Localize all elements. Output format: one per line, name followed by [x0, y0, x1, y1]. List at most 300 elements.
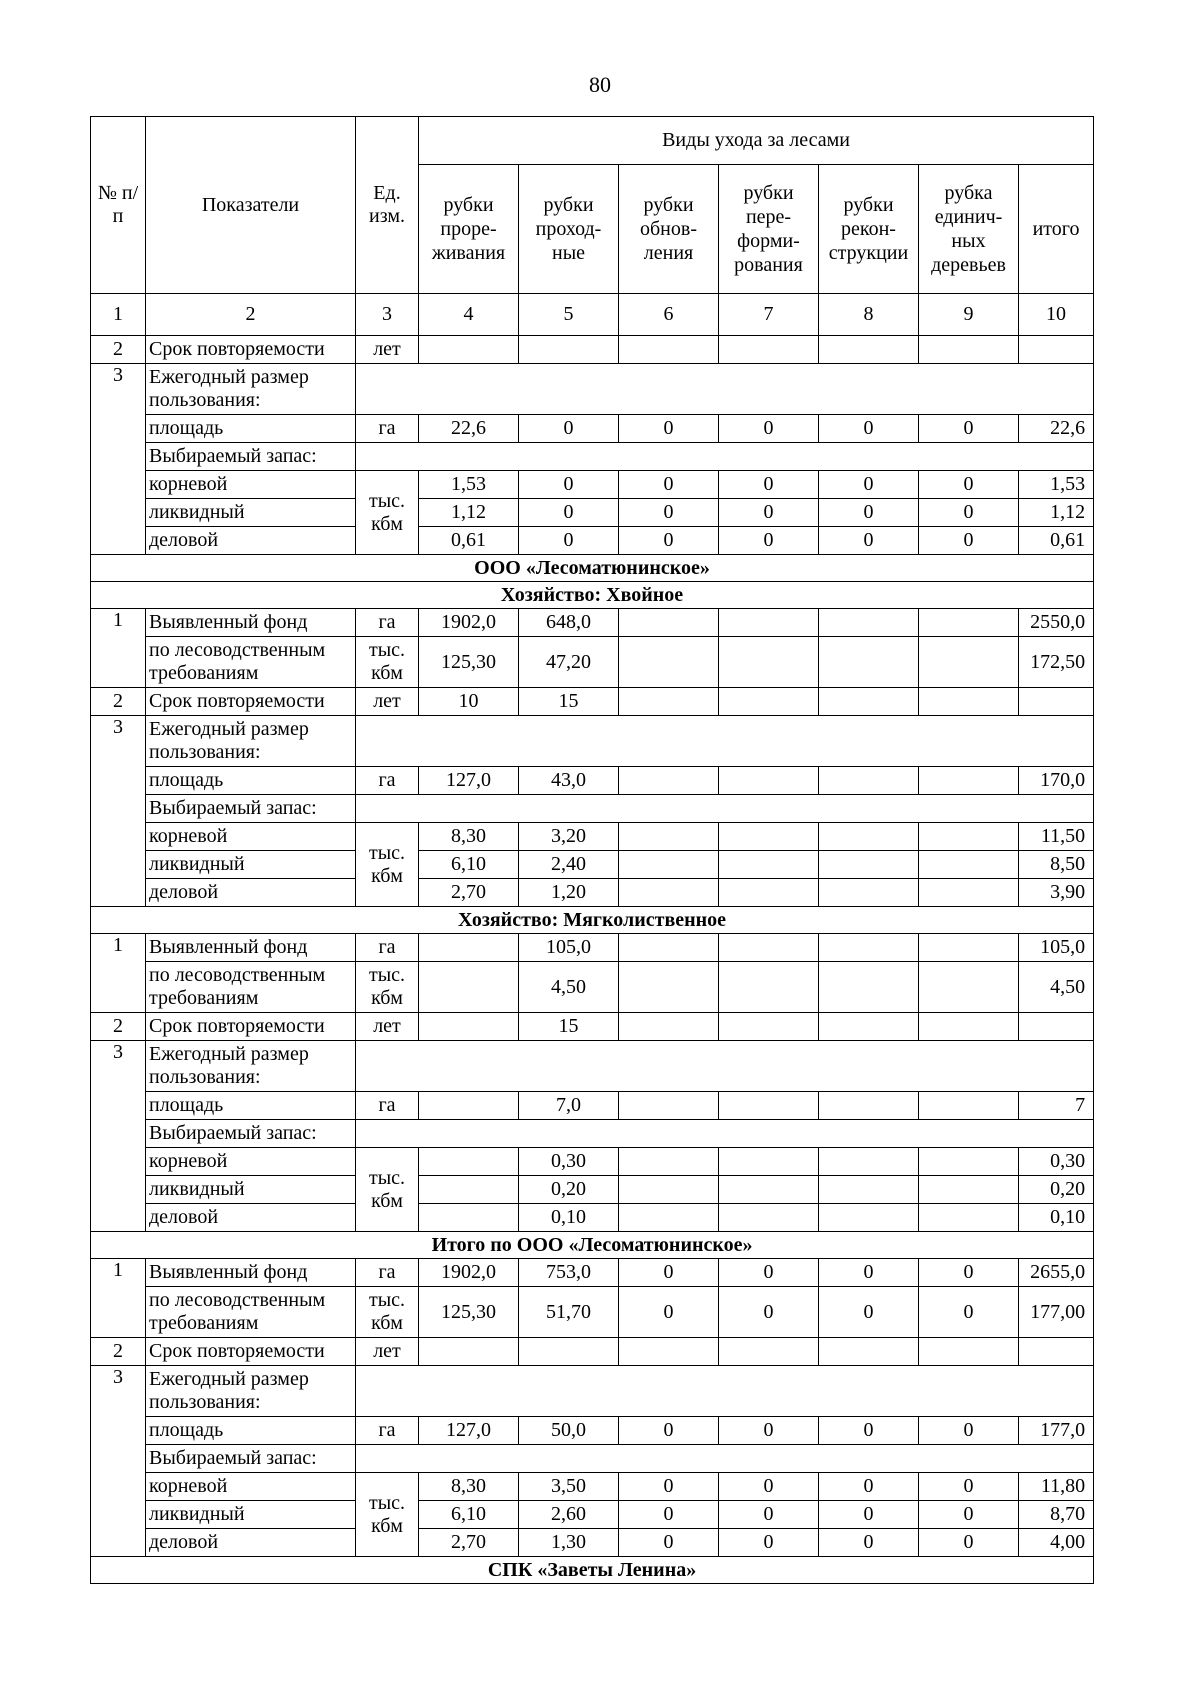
- value-cell: [819, 1092, 919, 1120]
- empty-cell: [1019, 336, 1094, 364]
- value-cell: 0: [919, 1417, 1019, 1445]
- value-cell: 0: [919, 499, 1019, 527]
- total-cell: 0,20: [1019, 1176, 1094, 1204]
- value-cell: [619, 851, 719, 879]
- value-cell: 0: [719, 1501, 819, 1529]
- value-cell: 127,0: [419, 1417, 519, 1445]
- value-cell: 7,0: [519, 1092, 619, 1120]
- value-cell: [519, 1338, 619, 1366]
- liquid-row: [91, 1501, 1094, 1529]
- empty-cell: [356, 716, 1094, 767]
- organization-row: [91, 1557, 1094, 1584]
- unit-cell: лет: [356, 1013, 419, 1041]
- empty-cell: [356, 443, 1094, 471]
- section-title: ООО «Лесоматюнинское»: [91, 555, 1094, 582]
- column-number: 3: [356, 294, 419, 336]
- value-cell: 0: [719, 471, 819, 499]
- indicator-label: Ежегодный размер пользования:: [146, 1366, 356, 1417]
- value-cell: 22,6: [419, 415, 519, 443]
- indicator-label: Срок повторяемости: [146, 1338, 356, 1366]
- indicator-label: площадь: [146, 415, 356, 443]
- total-cell: 1,12: [1019, 499, 1094, 527]
- section-row: [91, 582, 1094, 609]
- value-cell: [419, 934, 519, 962]
- total-cell: 170,0: [1019, 767, 1094, 795]
- value-cell: 125,30: [419, 1287, 519, 1338]
- value-cell: [619, 934, 719, 962]
- empty-cell: [356, 364, 1094, 415]
- column-number: 6: [619, 294, 719, 336]
- value-cell: [719, 1148, 819, 1176]
- value-cell: [819, 1176, 919, 1204]
- value-cell: 0: [819, 471, 919, 499]
- total-cell: 2550,0: [1019, 609, 1094, 637]
- stock-row: [91, 1445, 1094, 1473]
- value-cell: [419, 1013, 519, 1041]
- row-number: 1: [91, 934, 146, 1013]
- column-number: 5: [519, 294, 619, 336]
- value-cell: [719, 1176, 819, 1204]
- root-row: [91, 1473, 1094, 1501]
- header-indicators: Показатели: [146, 117, 356, 294]
- value-cell: 2,70: [419, 879, 519, 907]
- value-cell: [619, 1013, 719, 1041]
- value-cell: [819, 1204, 919, 1232]
- value-cell: 0: [919, 471, 1019, 499]
- table-body: [91, 117, 1094, 1584]
- value-cell: [719, 688, 819, 716]
- section-row: [91, 907, 1094, 934]
- empty-cell: [619, 336, 719, 364]
- value-cell: [719, 823, 819, 851]
- total-cell: [1019, 1338, 1094, 1366]
- value-cell: [819, 637, 919, 688]
- total-cell: 4,00: [1019, 1529, 1094, 1557]
- value-cell: [619, 1148, 719, 1176]
- column-number: 2: [146, 294, 356, 336]
- value-cell: [419, 962, 519, 1013]
- row-number: 3: [91, 1366, 146, 1557]
- header-type: рубки проре-живания: [419, 165, 519, 294]
- indicator-label: Выбираемый запас:: [146, 795, 356, 823]
- header-type: рубки обнов-ления: [619, 165, 719, 294]
- value-cell: 0: [819, 1501, 919, 1529]
- liquid-row: [91, 499, 1094, 527]
- business-row: [91, 1204, 1094, 1232]
- value-cell: 0,30: [519, 1148, 619, 1176]
- value-cell: [919, 962, 1019, 1013]
- value-cell: 0: [719, 1287, 819, 1338]
- indicator-label: Срок повторяемости: [146, 1013, 356, 1041]
- value-cell: 0: [819, 1259, 919, 1287]
- indicator-label: Выявленный фонд: [146, 609, 356, 637]
- total-cell: 177,0: [1019, 1417, 1094, 1445]
- header-type: рубка единич-ных деревьев: [919, 165, 1019, 294]
- value-cell: [819, 879, 919, 907]
- unit-cell: га: [356, 609, 419, 637]
- empty-cell: [356, 1445, 1094, 1473]
- row-number: 1: [91, 1259, 146, 1338]
- value-cell: 0: [519, 527, 619, 555]
- value-cell: [919, 1013, 1019, 1041]
- business-row: [91, 527, 1094, 555]
- indicator-label: по лесоводственным требованиям: [146, 962, 356, 1013]
- indicator-label: Выбираемый запас:: [146, 1445, 356, 1473]
- total-cell: 8,50: [1019, 851, 1094, 879]
- value-cell: [619, 1176, 719, 1204]
- column-number: 1: [91, 294, 146, 336]
- value-cell: [719, 851, 819, 879]
- row-number: 3: [91, 716, 146, 907]
- value-cell: 3,20: [519, 823, 619, 851]
- value-cell: [819, 688, 919, 716]
- value-cell: 0: [819, 527, 919, 555]
- value-cell: 127,0: [419, 767, 519, 795]
- header-type: рубки рекон-струкции: [819, 165, 919, 294]
- value-cell: 0: [619, 1473, 719, 1501]
- value-cell: [419, 1148, 519, 1176]
- unit-cell: тыс. кбм: [356, 637, 419, 688]
- total-cell: 172,50: [1019, 637, 1094, 688]
- unit-cell: тыс. кбм: [356, 1148, 419, 1232]
- value-cell: 0: [619, 415, 719, 443]
- value-cell: 0,61: [419, 527, 519, 555]
- empty-cell: [356, 1120, 1094, 1148]
- value-cell: 2,40: [519, 851, 619, 879]
- value-cell: [819, 1338, 919, 1366]
- row-number: 2: [91, 1338, 146, 1366]
- total-cell: 0,61: [1019, 527, 1094, 555]
- value-cell: [419, 1176, 519, 1204]
- value-cell: 0: [819, 1287, 919, 1338]
- value-cell: 6,10: [419, 851, 519, 879]
- section-title: Итого по ООО «Лесоматюнинское»: [91, 1232, 1094, 1259]
- value-cell: 0: [619, 1501, 719, 1529]
- value-cell: 0: [619, 1287, 719, 1338]
- total-cell: 11,50: [1019, 823, 1094, 851]
- annual-use-row: [91, 1041, 1094, 1092]
- value-cell: [419, 1338, 519, 1366]
- stock-row: [91, 1120, 1094, 1148]
- total-cell: [1019, 1013, 1094, 1041]
- value-cell: 0: [519, 471, 619, 499]
- value-cell: 0: [819, 415, 919, 443]
- indicator-label: Выявленный фонд: [146, 934, 356, 962]
- value-cell: 3,50: [519, 1473, 619, 1501]
- liquid-row: [91, 851, 1094, 879]
- business-row: [91, 1529, 1094, 1557]
- value-cell: [619, 1338, 719, 1366]
- value-cell: [919, 1148, 1019, 1176]
- value-cell: [719, 1338, 819, 1366]
- unit-cell: лет: [356, 1338, 419, 1366]
- value-cell: [619, 1204, 719, 1232]
- value-cell: 0,10: [519, 1204, 619, 1232]
- value-cell: [819, 767, 919, 795]
- total-cell: [1019, 688, 1094, 716]
- found-fund-row: [91, 1259, 1094, 1287]
- indicator-label: Ежегодный размер пользования:: [146, 364, 356, 415]
- unit-cell: тыс. кбм: [356, 823, 419, 907]
- section-title: Хозяйство: Мягколиственное: [91, 907, 1094, 934]
- indicator-label: деловой: [146, 1204, 356, 1232]
- stock-row: [91, 443, 1094, 471]
- value-cell: 15: [519, 1013, 619, 1041]
- indicator-label: деловой: [146, 527, 356, 555]
- indicator-label: ликвидный: [146, 1501, 356, 1529]
- root-row: [91, 823, 1094, 851]
- section-title: Хозяйство: Хвойное: [91, 582, 1094, 609]
- value-cell: 0: [819, 1473, 919, 1501]
- repeat-period-row: [91, 336, 1094, 364]
- column-number: 7: [719, 294, 819, 336]
- indicator-label: корневой: [146, 1148, 356, 1176]
- row-number: 2: [91, 1013, 146, 1041]
- value-cell: 0: [919, 1473, 1019, 1501]
- indicator-label: ликвидный: [146, 1176, 356, 1204]
- value-cell: [619, 609, 719, 637]
- header-type: рубки пере-форми-рования: [719, 165, 819, 294]
- header-unit: Ед. изм.: [356, 117, 419, 294]
- empty-cell: [356, 795, 1094, 823]
- total-cell: 0,30: [1019, 1148, 1094, 1176]
- value-cell: 0,20: [519, 1176, 619, 1204]
- indicator-label: площадь: [146, 1092, 356, 1120]
- value-cell: 51,70: [519, 1287, 619, 1338]
- column-number: 10: [1019, 294, 1094, 336]
- area-row: [91, 1417, 1094, 1445]
- value-cell: [919, 851, 1019, 879]
- value-cell: 47,20: [519, 637, 619, 688]
- value-cell: 0: [919, 1529, 1019, 1557]
- total-cell: 22,6: [1019, 415, 1094, 443]
- total-cell: 11,80: [1019, 1473, 1094, 1501]
- empty-cell: [919, 336, 1019, 364]
- indicator-label: корневой: [146, 471, 356, 499]
- value-cell: [419, 1092, 519, 1120]
- indicator-label: корневой: [146, 823, 356, 851]
- area-row: [91, 415, 1094, 443]
- business-row: [91, 879, 1094, 907]
- value-cell: 0: [719, 415, 819, 443]
- annual-use-row: [91, 1366, 1094, 1417]
- column-number: 4: [419, 294, 519, 336]
- found-fund-row: [91, 609, 1094, 637]
- indicator-label: Срок повторяемости: [146, 688, 356, 716]
- total-cell: 7: [1019, 1092, 1094, 1120]
- empty-cell: [356, 1366, 1094, 1417]
- value-cell: 1902,0: [419, 1259, 519, 1287]
- value-cell: 0: [719, 527, 819, 555]
- value-cell: 753,0: [519, 1259, 619, 1287]
- value-cell: [919, 823, 1019, 851]
- value-cell: 0: [719, 1417, 819, 1445]
- value-cell: 1,53: [419, 471, 519, 499]
- repeat-period-row: [91, 1013, 1094, 1041]
- unit-cell: га: [356, 1092, 419, 1120]
- indicator-label: по лесоводственным требованиям: [146, 1287, 356, 1338]
- value-cell: 0: [819, 499, 919, 527]
- total-cell: 1,53: [1019, 471, 1094, 499]
- indicator-label: Выявленный фонд: [146, 1259, 356, 1287]
- value-cell: [719, 879, 819, 907]
- value-cell: [819, 851, 919, 879]
- value-cell: [719, 962, 819, 1013]
- value-cell: 8,30: [419, 823, 519, 851]
- value-cell: [819, 609, 919, 637]
- root-row: [91, 1148, 1094, 1176]
- value-cell: [619, 1092, 719, 1120]
- value-cell: [719, 767, 819, 795]
- total-cell: 0,10: [1019, 1204, 1094, 1232]
- value-cell: 0: [819, 1529, 919, 1557]
- total-cell: 177,00: [1019, 1287, 1094, 1338]
- value-cell: [919, 609, 1019, 637]
- value-cell: [919, 688, 1019, 716]
- value-cell: 1,20: [519, 879, 619, 907]
- value-cell: 0: [819, 1417, 919, 1445]
- value-cell: 0: [719, 1259, 819, 1287]
- value-cell: 125,30: [419, 637, 519, 688]
- value-cell: [619, 767, 719, 795]
- value-cell: [919, 637, 1019, 688]
- value-cell: 50,0: [519, 1417, 619, 1445]
- indicator-label: Ежегодный размер пользования:: [146, 1041, 356, 1092]
- row-number: 2: [91, 336, 146, 364]
- value-cell: [719, 609, 819, 637]
- row-number: 3: [91, 364, 146, 555]
- value-cell: [919, 934, 1019, 962]
- value-cell: 648,0: [519, 609, 619, 637]
- indicator-label: по лесоводственным требованиям: [146, 637, 356, 688]
- empty-cell: [356, 1041, 1094, 1092]
- found-fund-row-2: [91, 637, 1094, 688]
- section-row: [91, 1232, 1094, 1259]
- value-cell: 0: [919, 1501, 1019, 1529]
- value-cell: 2,60: [519, 1501, 619, 1529]
- value-cell: 0: [619, 1259, 719, 1287]
- indicator-label: ликвидный: [146, 851, 356, 879]
- value-cell: [719, 1092, 819, 1120]
- value-cell: 43,0: [519, 767, 619, 795]
- repeat-period-row: [91, 688, 1094, 716]
- section-title: СПК «Заветы Ленина»: [91, 1557, 1094, 1584]
- value-cell: 0: [919, 415, 1019, 443]
- value-cell: 4,50: [519, 962, 619, 1013]
- header-row-1: [91, 117, 1094, 165]
- indicator-label: Выбираемый запас:: [146, 443, 356, 471]
- indicator-label: деловой: [146, 879, 356, 907]
- value-cell: 0: [619, 499, 719, 527]
- empty-cell: [719, 336, 819, 364]
- found-fund-row-2: [91, 962, 1094, 1013]
- value-cell: [819, 1148, 919, 1176]
- value-cell: [819, 934, 919, 962]
- total-cell: 2655,0: [1019, 1259, 1094, 1287]
- indicator-label: Выбираемый запас:: [146, 1120, 356, 1148]
- value-cell: 6,10: [419, 1501, 519, 1529]
- value-cell: [919, 1092, 1019, 1120]
- value-cell: 1,30: [519, 1529, 619, 1557]
- value-cell: 0: [719, 1529, 819, 1557]
- forest-care-table: [90, 116, 1094, 1584]
- value-cell: [819, 962, 919, 1013]
- unit-cell: тыс. кбм: [356, 962, 419, 1013]
- value-cell: [919, 1338, 1019, 1366]
- empty-cell: [819, 336, 919, 364]
- value-cell: 0: [919, 527, 1019, 555]
- value-cell: 0: [619, 471, 719, 499]
- value-cell: 15: [519, 688, 619, 716]
- indicator-label: Срок повторяемости: [146, 336, 356, 364]
- unit-cell: лет: [356, 336, 419, 364]
- page-number: 80: [589, 72, 611, 97]
- unit-cell: тыс. кбм: [356, 1473, 419, 1557]
- value-cell: [619, 823, 719, 851]
- unit-cell: га: [356, 1417, 419, 1445]
- empty-cell: [419, 336, 519, 364]
- value-cell: [619, 637, 719, 688]
- value-cell: [719, 1204, 819, 1232]
- value-cell: [719, 934, 819, 962]
- found-fund-row-2: [91, 1287, 1094, 1338]
- value-cell: [919, 1204, 1019, 1232]
- value-cell: 1902,0: [419, 609, 519, 637]
- row-number: 3: [91, 1041, 146, 1232]
- empty-cell: [519, 336, 619, 364]
- total-cell: 105,0: [1019, 934, 1094, 962]
- value-cell: [619, 962, 719, 1013]
- value-cell: [619, 879, 719, 907]
- value-cell: [919, 1176, 1019, 1204]
- area-row: [91, 767, 1094, 795]
- value-cell: 2,70: [419, 1529, 519, 1557]
- value-cell: 0: [719, 1473, 819, 1501]
- indicator-label: корневой: [146, 1473, 356, 1501]
- indicator-label: площадь: [146, 767, 356, 795]
- column-number: 9: [919, 294, 1019, 336]
- row-number: 1: [91, 609, 146, 688]
- liquid-row: [91, 1176, 1094, 1204]
- organization-row: [91, 555, 1094, 582]
- value-cell: 10: [419, 688, 519, 716]
- header-type: рубки проход-ные: [519, 165, 619, 294]
- column-number: 8: [819, 294, 919, 336]
- stock-row: [91, 795, 1094, 823]
- column-numbers-row: [91, 294, 1094, 336]
- area-row: [91, 1092, 1094, 1120]
- row-number: 2: [91, 688, 146, 716]
- unit-cell: лет: [356, 688, 419, 716]
- value-cell: 1,12: [419, 499, 519, 527]
- unit-cell: га: [356, 934, 419, 962]
- value-cell: 0: [619, 527, 719, 555]
- value-cell: 8,30: [419, 1473, 519, 1501]
- root-row: [91, 471, 1094, 499]
- unit-cell: га: [356, 767, 419, 795]
- value-cell: 0: [919, 1287, 1019, 1338]
- value-cell: [719, 637, 819, 688]
- value-cell: 0: [919, 1259, 1019, 1287]
- total-cell: 8,70: [1019, 1501, 1094, 1529]
- repeat-period-row: [91, 1338, 1094, 1366]
- value-cell: 0: [519, 499, 619, 527]
- value-cell: [819, 1013, 919, 1041]
- indicator-label: ликвидный: [146, 499, 356, 527]
- value-cell: [919, 767, 1019, 795]
- header-types-title: Виды ухода за лесами: [419, 117, 1094, 165]
- header-num: № п/п: [91, 117, 146, 294]
